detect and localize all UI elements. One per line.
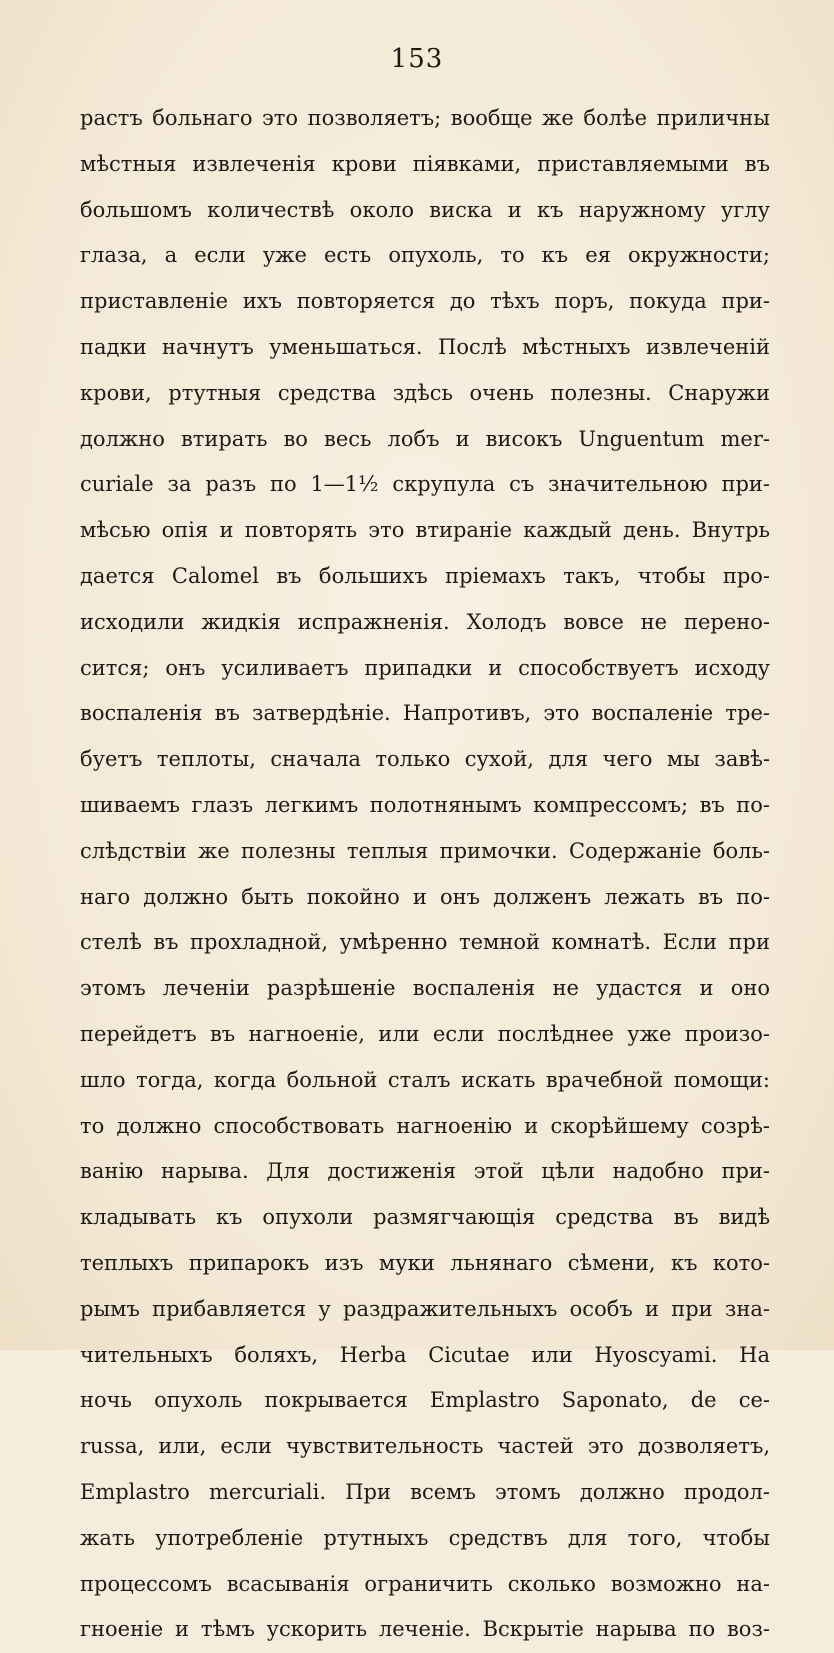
- text-line: большомъ количествѣ около виска и къ наружному углу: [80, 197, 770, 222]
- text-line: шло тогда, когда больной сталъ искать врачебной помощи:: [80, 1067, 770, 1092]
- text-line: слѣдствіи же полезны теплыя примочки. Содержаніе боль-: [80, 838, 770, 863]
- text-line: мѣстныя извлеченія крови піявками, приставляемыми въ: [80, 151, 770, 176]
- text-line: russa, или, если чувствительность частей это дозволяетъ,: [80, 1434, 770, 1459]
- text-line: ванію нарыва. Для достиженія этой цѣли надобно при-: [80, 1159, 770, 1184]
- text-line: жать употребленіе ртутныхъ средствъ для того, чтобы: [80, 1525, 770, 1550]
- text-line: наго должно быть покойно и онъ долженъ лежать въ по-: [80, 884, 770, 909]
- text-line: шиваемъ глазъ легкимъ полотнянымъ компрессомъ; въ по-: [80, 792, 770, 817]
- text-line: стелѣ въ прохладной, умѣренно темной комнатѣ. Если при: [80, 930, 770, 955]
- text-line: ночь опухоль покрывается Emplastro Saponato, de ce-: [80, 1388, 770, 1413]
- text-line: сится; онъ усиливаетъ припадки и способствуетъ исходу: [80, 655, 770, 680]
- text-line: исходили жидкія испражненія. Холодъ вовсе не перено-: [80, 609, 770, 634]
- text-line: воспаленія въ затвердѣніе. Напротивъ, это воспаленіе тре-: [80, 701, 770, 726]
- text-line: теплыхъ припарокъ изъ муки льнянаго сѣмени, къ кото-: [80, 1250, 770, 1275]
- text-line: то должно способствовать нагноенію и скорѣйшему созрѣ-: [80, 1113, 770, 1138]
- text-line: должно втирать во весь лобъ и високъ Unguentum mer-: [80, 426, 770, 451]
- text-line: этомъ леченіи разрѣшеніе воспаленія не удастся и оно: [80, 976, 770, 1001]
- text-line: растъ больнаго это позволяетъ; вообще же болѣе приличны: [80, 106, 770, 130]
- text-line: падки начнутъ уменьшаться. Послѣ мѣстныхъ извлеченій: [80, 334, 770, 359]
- text-line: процессомъ всасыванія ограничить сколько возможно на-: [80, 1571, 770, 1596]
- text-line: крови, ртутныя средства здѣсь очень полезны. Снаружи: [80, 380, 770, 405]
- text-line: дается Calomel въ большихъ пріемахъ такъ, чтобы про-: [80, 563, 770, 588]
- text-line: curiale за разъ по 1—1½ скрупула съ значительною при-: [80, 472, 770, 497]
- body-text: [80, 96, 770, 1653]
- text-line: приставленіе ихъ повторяется до тѣхъ поръ, покуда при-: [80, 289, 770, 314]
- text-line: мѣсью опія и повторять это втираніе каждый день. Внутрь: [80, 518, 770, 543]
- text-line: чительныхъ боляхъ, Herba Cicutae или Hyoscyami. На: [80, 1342, 770, 1367]
- text-line: Emplastro mercuriali. При всемъ этомъ должно продол-: [80, 1479, 770, 1504]
- text-line: перейдетъ въ нагноеніе, или если послѣднее уже произо-: [80, 1021, 770, 1046]
- text-line: рымъ прибавляется у раздражительныхъ особъ и при зна-: [80, 1296, 770, 1321]
- text-line: кладывать къ опухоли размягчающія средства въ видѣ: [80, 1205, 770, 1230]
- text-line: буетъ теплоты, сначала только сухой, для чего мы завѣ-: [80, 747, 770, 772]
- page-number: 153: [390, 44, 444, 74]
- text-line: гноеніе и тѣмъ ускорить леченіе. Вскрытіе нарыва по воз-: [80, 1617, 770, 1642]
- text-line: глаза, а если уже есть опухоль, то къ ея окружности;: [80, 243, 770, 268]
